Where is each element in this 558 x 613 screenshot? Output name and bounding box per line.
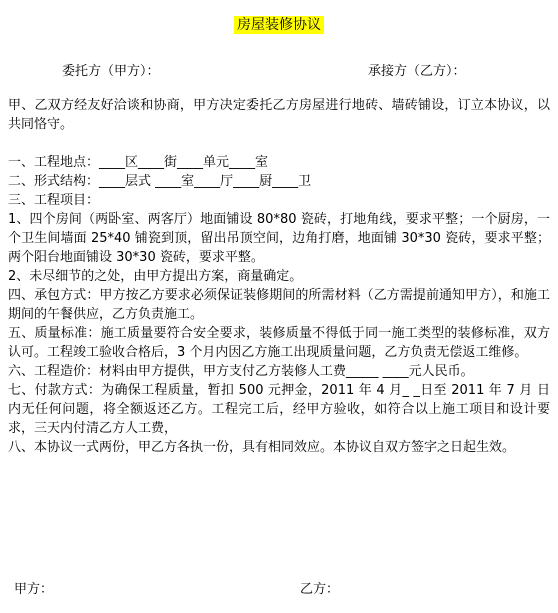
signature-party-a: 甲方：: [14, 582, 54, 597]
clause-contracting: 四、承包方式：甲方按乙方要求必须保证装修期间的所需材料（乙方需提前通知甲方），和施工期间的午餐供应，乙方负责施工。: [8, 288, 550, 322]
document-title-row: [0, 14, 558, 34]
parties-row: [0, 60, 558, 80]
signature-row: [0, 578, 558, 598]
clause-structure: 二、形式结构：____层式 ____室____厅____厨____卫: [8, 174, 312, 189]
clause-payment: 七、付款方式：为确保工程质量，暂扣 500 元押金，2011 年 4 月_ _日至 2011 年 7 月 日内无任何问题，将全额返还乙方。工程完工后，经甲方验收，如符合以上施工项目和设计要求，三天内付清乙方人工费，: [8, 383, 550, 436]
clause-location: 一、工程地点：____区____街____单元____室: [8, 155, 269, 170]
client-party-label: 委托方（甲方）：: [62, 64, 160, 79]
document-title: 房屋装修协议: [234, 16, 324, 34]
clause-cost: 六、工程造价：材料由甲方提供，甲方支付乙方装修人工费_____ ____元人民币。: [8, 364, 474, 379]
agreement-body: [8, 96, 550, 457]
intro-paragraph: 甲、乙双方经友好洽谈和协商，甲方决定委托乙方房屋进行地砖、墙砖铺设，订立本协议，以共同恪守。: [8, 98, 550, 132]
paragraph-gap: [8, 134, 550, 153]
clause-project-item-1: 1、四个房间（两卧室、两客厅）地面铺设 80*80 瓷砖，打地角线，要求平整；一个厨房，一个卫生间墙面 25*40 铺瓷到顶，留出吊顶空间，边角打磨，地面铺 30*30 瓷砖，要求平整；两个阳台地面铺设 30*30 瓷砖，要求平整。: [8, 212, 550, 265]
contractor-party-label: 承接方（乙方）：: [368, 64, 466, 79]
clause-copies: 八、本协议一式两份，甲乙方各执一份，具有相同效应。本协议自双方签字之日起生效。: [8, 440, 516, 455]
clause-project-heading: 三、工程项目：: [8, 193, 100, 208]
clause-project-item-2: 2、未尽细节的之处，由甲方提出方案，商量确定。: [8, 269, 303, 284]
clause-quality: 五、质量标准：施工质量要符合安全要求，装修质量不得低于同一施工类型的装修标准，双方认可。工程竣工验收合格后，3 个月内因乙方施工出现质量问题，乙方负责无偿返工维修。: [8, 326, 550, 360]
signature-party-b: 乙方：: [300, 582, 340, 597]
